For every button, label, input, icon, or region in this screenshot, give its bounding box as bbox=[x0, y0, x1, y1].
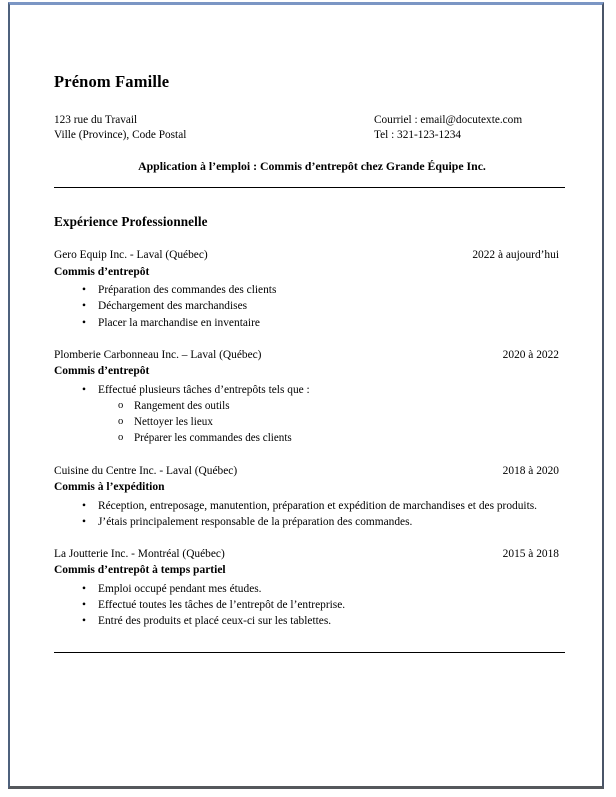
disc-bullet-icon: • bbox=[82, 383, 86, 396]
disc-bullet-icon: • bbox=[82, 284, 86, 297]
section-title-experience: Expérience Professionnelle bbox=[54, 214, 208, 230]
list-item-text: Effectué plusieurs tâches d’entrepôts tels que : bbox=[98, 383, 310, 396]
contact-block bbox=[54, 113, 584, 143]
experience-entry-header bbox=[54, 248, 584, 264]
list-item bbox=[54, 498, 584, 514]
responsibility-list bbox=[54, 581, 584, 630]
sub-list-item-text: Préparer les commandes des clients bbox=[134, 432, 292, 445]
responsibility-list bbox=[54, 282, 584, 331]
experience-entry-header bbox=[54, 547, 584, 563]
experience-entry-header bbox=[54, 348, 584, 364]
contact-column bbox=[374, 113, 584, 143]
job-title: Commis d’entrepôt bbox=[54, 265, 150, 278]
employer-location: Plomberie Carbonneau Inc. – Laval (Québec) bbox=[54, 348, 262, 361]
employer-location: Gero Equip Inc. - Laval (Québec) bbox=[54, 249, 208, 262]
sub-list-item bbox=[98, 414, 584, 430]
list-item bbox=[54, 282, 584, 298]
disc-bullet-icon: • bbox=[82, 316, 86, 329]
document-page bbox=[8, 2, 604, 789]
job-objective-line: Application à l’emploi : Commis d’entrepôt chez Grande Équipe Inc. bbox=[138, 159, 486, 174]
list-item-text: Placer la marchandise en inventaire bbox=[98, 316, 260, 329]
document-content bbox=[10, 5, 602, 786]
sub-list-item-text: Rangement des outils bbox=[134, 399, 230, 412]
phone-line: Tel : 321-123-1234 bbox=[374, 129, 462, 142]
address-line-1: 123 rue du Travail bbox=[54, 114, 138, 127]
list-item-text: Préparation des commandes des clients bbox=[98, 284, 277, 297]
applicant-name: Prénom Famille bbox=[54, 72, 170, 91]
employer-location: Cuisine du Centre Inc. - Laval (Québec) bbox=[54, 464, 238, 477]
employment-dates: 2020 à 2022 bbox=[502, 348, 559, 361]
responsibility-list bbox=[54, 498, 584, 530]
address-column bbox=[54, 113, 374, 143]
list-item bbox=[54, 315, 584, 331]
list-item bbox=[54, 597, 584, 613]
disc-bullet-icon: • bbox=[82, 582, 86, 595]
circle-bullet-icon: o bbox=[118, 399, 124, 411]
list-item-text: Entré des produits et placé ceux-ci sur les tablettes. bbox=[98, 615, 332, 628]
employment-dates: 2015 à 2018 bbox=[502, 547, 559, 560]
employment-dates: 2022 à aujourd’hui bbox=[472, 249, 559, 262]
email-line: Courriel : email@docutexte.com bbox=[374, 114, 523, 127]
list-item-text: Effectué toutes les tâches de l’entrepôt de l’entreprise. bbox=[98, 599, 346, 612]
list-item bbox=[54, 613, 584, 629]
experience-entry-header bbox=[54, 464, 584, 480]
experience-entry bbox=[54, 464, 584, 530]
experience-entry bbox=[54, 547, 584, 630]
circle-bullet-icon: o bbox=[118, 432, 124, 444]
list-item bbox=[54, 298, 584, 314]
circle-bullet-icon: o bbox=[118, 416, 124, 428]
sub-list-item bbox=[98, 430, 584, 446]
list-item bbox=[54, 514, 584, 530]
responsibility-list bbox=[54, 382, 584, 447]
list-item-text: Déchargement des marchandises bbox=[98, 300, 248, 313]
list-item bbox=[54, 581, 584, 597]
list-item-text: Réception, entreposage, manutention, préparation et expédition de marchandises et des produits. bbox=[98, 499, 538, 512]
list-item-text: J’étais principalement responsable de la préparation des commandes. bbox=[98, 515, 413, 528]
list-item-text: Emploi occupé pendant mes études. bbox=[98, 582, 262, 595]
address-line-2: Ville (Province), Code Postal bbox=[54, 129, 187, 142]
employment-dates: 2018 à 2020 bbox=[502, 464, 559, 477]
disc-bullet-icon: • bbox=[82, 499, 86, 512]
list-item bbox=[54, 382, 584, 447]
responsibility-sublist bbox=[98, 398, 584, 447]
disc-bullet-icon: • bbox=[82, 515, 86, 528]
employer-location: La Joutterie Inc. - Montréal (Québec) bbox=[54, 547, 225, 560]
job-title: Commis d’entrepôt bbox=[54, 365, 150, 378]
experience-entry bbox=[54, 248, 584, 331]
disc-bullet-icon: • bbox=[82, 615, 86, 628]
job-title: Commis d’entrepôt à temps partiel bbox=[54, 564, 226, 577]
disc-bullet-icon: • bbox=[82, 300, 86, 313]
job-title: Commis à l’expédition bbox=[54, 481, 165, 494]
experience-entry bbox=[54, 348, 584, 447]
sub-list-item bbox=[98, 398, 584, 414]
sub-list-item-text: Nettoyer les lieux bbox=[134, 416, 213, 429]
disc-bullet-icon: • bbox=[82, 599, 86, 612]
experience-list bbox=[54, 248, 584, 629]
footer-divider bbox=[54, 652, 565, 653]
